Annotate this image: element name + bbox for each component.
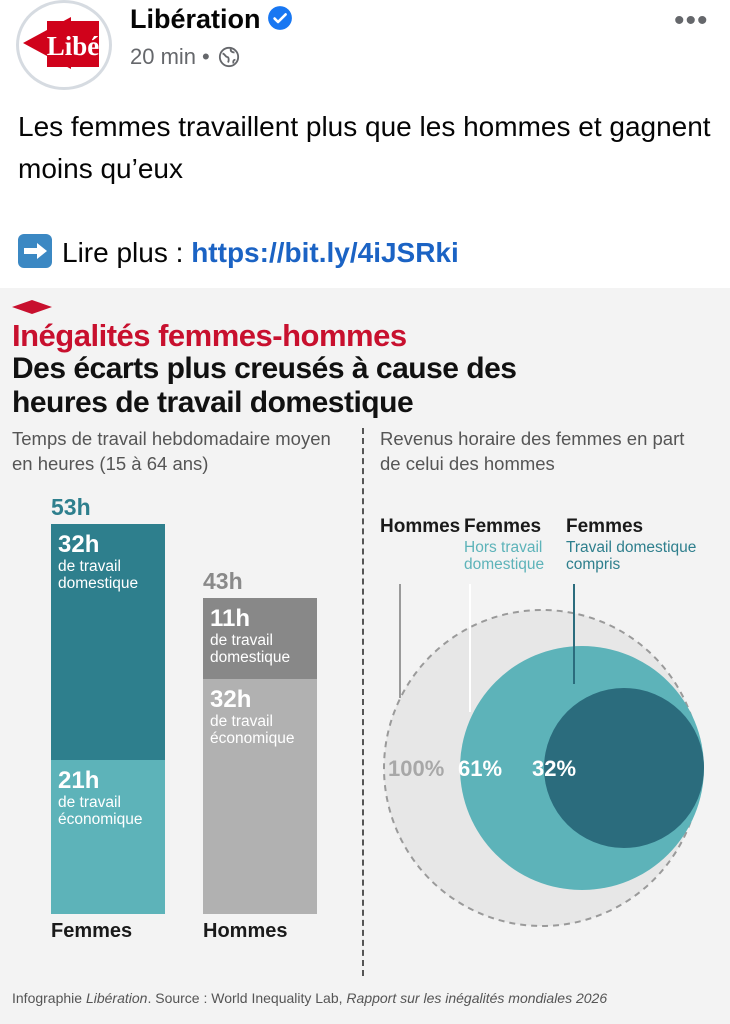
femmes-economic-label: de travail économique <box>58 793 143 828</box>
circle-chart-subtitle: Revenus horaire des femmes en part de celui des hommes <box>380 428 685 474</box>
femmes-bar-label: Femmes <box>51 920 133 942</box>
post-text: Les femmes travaillent plus que les hommes et gagnent moins qu’eux <box>18 111 711 184</box>
source-prefix: Infographie <box>12 990 86 1006</box>
right-arrow-icon <box>18 234 52 268</box>
femmes-total-label: 53h <box>51 494 91 521</box>
source-report: Rapport sur les inégalités mondiales 2026 <box>346 990 608 1006</box>
read-more-label: Lire plus : <box>62 237 184 268</box>
femmes-compris-percent: 32% <box>532 756 577 781</box>
femmes-domestic-hours: 32h <box>58 531 100 559</box>
infographic-title: Des écarts plus creusés à cause des heures de travail domestique <box>12 352 517 419</box>
article-link[interactable]: https://bit.ly/4iJSRki <box>191 237 459 268</box>
hommes-percent: 100% <box>388 756 445 781</box>
more-options-icon[interactable]: ••• <box>674 4 709 37</box>
hommes-total-label: 43h <box>203 567 243 594</box>
femmes-hors-header: Femmes <box>464 516 542 537</box>
globe-icon <box>218 46 240 74</box>
post-meta <box>130 44 240 74</box>
femmes-compris-header: Femmes <box>566 516 644 537</box>
bar-chart-subtitle: Temps de travail hebdomadaire moyen en heures (15 à 64 ans) <box>12 428 331 474</box>
hommes-domestic-segment <box>203 598 317 679</box>
femmes-domestic-label: de travail domestique <box>58 558 139 593</box>
infographic-image[interactable] <box>0 288 730 1024</box>
hommes-economic-hours: 32h <box>210 685 252 713</box>
infographic-kicker: Inégalités femmes-hommes <box>12 318 407 353</box>
source-text: . Source : World Inequality Lab, <box>147 990 347 1006</box>
hommes-domestic-label: de travail domestique <box>210 631 291 666</box>
meta-separator: • <box>202 44 210 69</box>
femmes-compris-sub: Travail domestique compris <box>566 539 697 573</box>
read-more-line <box>18 232 459 274</box>
hommes-domestic-hours: 11h <box>210 604 251 632</box>
dashed-divider <box>362 428 364 976</box>
infographic-source <box>12 990 607 1006</box>
verified-badge-icon <box>267 5 293 38</box>
red-diamond-icon <box>12 300 52 314</box>
femmes-hors-percent: 61% <box>458 756 503 781</box>
hommes-circle-header: Hommes <box>380 516 461 537</box>
hommes-economic-label: de travail économique <box>210 712 295 747</box>
page-avatar[interactable] <box>16 0 112 90</box>
femmes-domestic-segment <box>51 524 165 759</box>
liberation-logo <box>19 3 109 87</box>
source-brand: Libération <box>85 990 148 1006</box>
author-name-label: Libération <box>130 4 261 34</box>
logo-text: Libé <box>46 31 100 61</box>
hommes-economic-segment <box>203 679 317 914</box>
femmes-hors-sub: Hors travail domestique <box>464 539 545 573</box>
femmes-economic-hours: 21h <box>58 766 100 794</box>
hommes-bar-label: Hommes <box>203 920 288 942</box>
post-time[interactable]: 20 min <box>130 44 197 69</box>
author-name[interactable] <box>130 4 293 38</box>
femmes-economic-segment <box>51 760 165 914</box>
post-header <box>0 0 730 96</box>
